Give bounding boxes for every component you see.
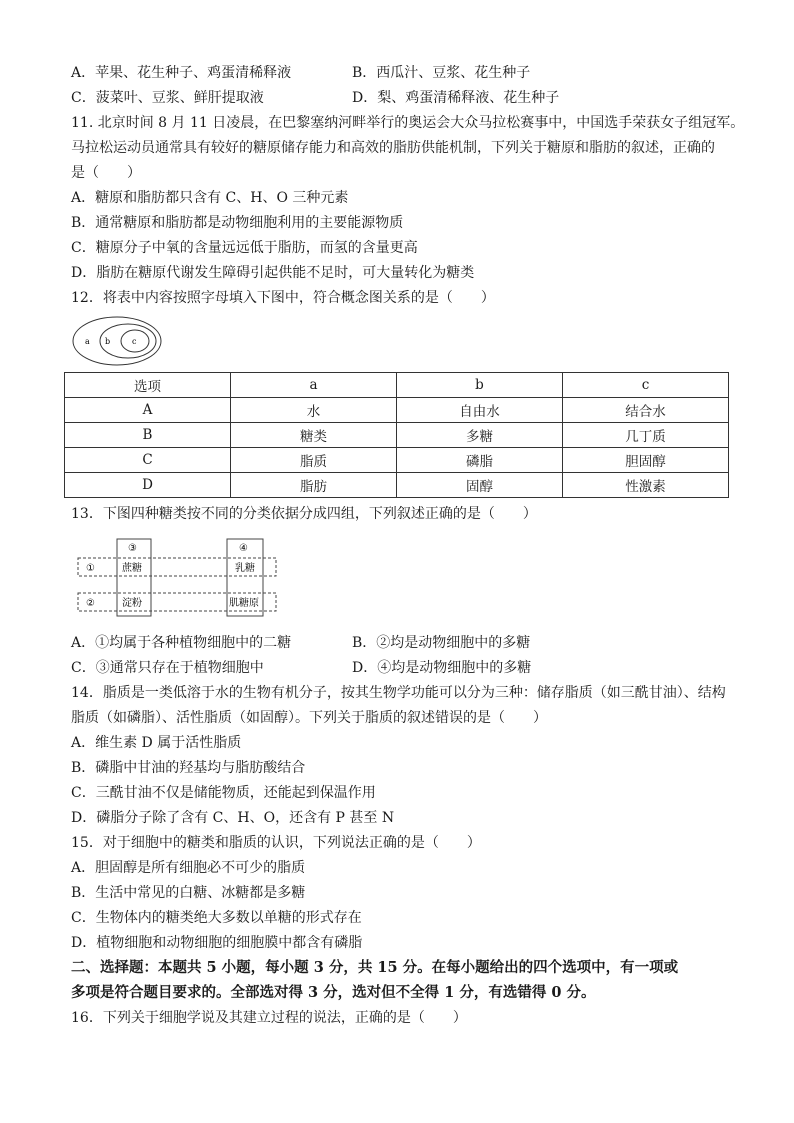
table-cell: 磷脂 xyxy=(397,448,563,473)
table-header: c xyxy=(563,373,729,398)
q12-options-table xyxy=(64,372,729,498)
table-cell: 水 xyxy=(231,398,397,423)
q16-stem: 16．下列关于细胞学说及其建立过程的说法，正确的是（ ） xyxy=(71,1010,467,1026)
q10-option-b: B．西瓜汁、豆浆、花生种子 xyxy=(352,65,531,81)
col-label-3: ③ xyxy=(128,543,137,554)
table-cell: C xyxy=(65,448,231,473)
q11-stem-line-3: 是（ ） xyxy=(71,165,141,181)
q15-stem: 15．对于细胞中的糖类和脂质的认识，下列说法正确的是（ ） xyxy=(71,835,481,851)
table-cell: 几丁质 xyxy=(563,423,729,448)
table-cell: 胆固醇 xyxy=(563,448,729,473)
q15-option-b: B．生活中常见的白糖、冰糖都是多糖 xyxy=(71,885,306,901)
table-header: 选项 xyxy=(65,373,231,398)
q13-option-c: C．③通常只存在于植物细胞中 xyxy=(71,660,264,676)
label-c: c xyxy=(132,337,137,346)
section-2-heading-line-1: 二、选择题：本题共 5 小题，每小题 3 分，共 15 分。在每小题给出的四个选项中，有一项或 xyxy=(71,959,679,976)
q10-option-a: A．苹果、花生种子、鸡蛋清稀释液 xyxy=(71,65,292,81)
table-cell: 糖类 xyxy=(231,423,397,448)
q13-option-d: D．④均是动物细胞中的多糖 xyxy=(352,660,532,676)
table-cell: 脂质 xyxy=(231,448,397,473)
table-header: a xyxy=(231,373,397,398)
table-cell: 固醇 xyxy=(397,473,563,498)
q11-option-c: C．糖原分子中氧的含量远远低于脂肪，而氢的含量更高 xyxy=(71,240,418,256)
q14-option-c: C．三酰甘油不仅是储能物质，还能起到保温作用 xyxy=(71,785,376,801)
table-cell: D xyxy=(65,473,231,498)
row-label-1: ① xyxy=(86,563,95,574)
q15-option-a: A．胆固醇是所有细胞必不可少的脂质 xyxy=(71,860,306,876)
table-cell: 脂肪 xyxy=(231,473,397,498)
table-cell: A xyxy=(65,398,231,423)
q13-option-a: A．①均属于各种植物细胞中的二糖 xyxy=(71,635,292,651)
cell-lactose: 乳糖 xyxy=(235,563,255,574)
table-cell: 性激素 xyxy=(563,473,729,498)
q13-stem: 13．下图四种糖类按不同的分类依据分成四组，下列叙述正确的是（ ） xyxy=(71,506,537,522)
q12-stem: 12．将表中内容按照字母填入下图中，符合概念图关系的是（ ） xyxy=(71,290,495,306)
q14-stem-line-2: 脂质（如磷脂）、活性脂质（如固醇）。下列关于脂质的叙述错误的是（ ） xyxy=(71,710,547,726)
col-label-4: ④ xyxy=(239,543,248,554)
cell-sucrose: 蔗糖 xyxy=(122,563,142,574)
table-row xyxy=(65,448,729,473)
q10-option-d: D．梨、鸡蛋清稀释液、花生种子 xyxy=(352,90,560,106)
table-cell: 自由水 xyxy=(397,398,563,423)
row-label-2: ② xyxy=(86,598,95,609)
cell-glycogen: 肌糖原 xyxy=(229,598,259,609)
section-2-heading-line-2: 多项是符合题目要求的。全部选对得 3 分，选对但不全得 1 分，有选错得 0 分。 xyxy=(71,984,596,1001)
q13-option-b: B．②均是动物细胞中的多糖 xyxy=(352,635,531,651)
q11-option-a: A．糖原和脂肪都只含有 C、H、O 三种元素 xyxy=(71,190,349,206)
table-row xyxy=(65,473,729,498)
table-cell: 结合水 xyxy=(563,398,729,423)
q15-option-c: C．生物体内的糖类绝大多数以单糖的形式存在 xyxy=(71,910,362,926)
table-cell: B xyxy=(65,423,231,448)
q14-option-a: A．维生素 D 属于活性脂质 xyxy=(71,735,242,751)
table-row xyxy=(65,398,729,423)
label-a: a xyxy=(85,337,90,346)
q11-stem-line-1: 11. 北京时间 8 月 11 日凌晨，在巴黎塞纳河畔举行的奥运会大众马拉松赛事中，中国选手荣获女子组冠军。 xyxy=(71,115,745,131)
q14-option-b: B．磷脂中甘油的羟基均与脂肪酸结合 xyxy=(71,760,306,776)
q10-option-c: C．菠菜叶、豆浆、鲜肝提取液 xyxy=(71,90,264,106)
q14-option-d: D．磷脂分子除了含有 C、H、O，还含有 P 甚至 N xyxy=(71,810,395,826)
table-header: b xyxy=(397,373,563,398)
table-header-row xyxy=(65,373,729,398)
sugar-classification-figure xyxy=(76,538,281,618)
nested-ellipse-diagram xyxy=(72,316,162,366)
label-b: b xyxy=(105,337,111,346)
table-cell: 多糖 xyxy=(397,423,563,448)
q11-option-b: B．通常糖原和脂肪都是动物细胞利用的主要能源物质 xyxy=(71,215,404,231)
cell-starch: 淀粉 xyxy=(122,598,142,609)
q11-option-d: D．脂肪在糖原代谢发生障碍引起供能不足时，可大量转化为糖类 xyxy=(71,265,475,281)
q11-stem-line-2: 马拉松运动员通常具有较好的糖原储存能力和高效的脂肪供能机制，下列关于糖原和脂肪的叙述，正确的 xyxy=(71,140,715,156)
q14-stem-line-1: 14．脂质是一类低溶于水的生物有机分子，按其生物学功能可以分为三种：储存脂质（如三酰甘油）、结构 xyxy=(71,685,726,701)
table-row xyxy=(65,423,729,448)
q15-option-d: D．植物细胞和动物细胞的细胞膜中都含有磷脂 xyxy=(71,935,363,951)
